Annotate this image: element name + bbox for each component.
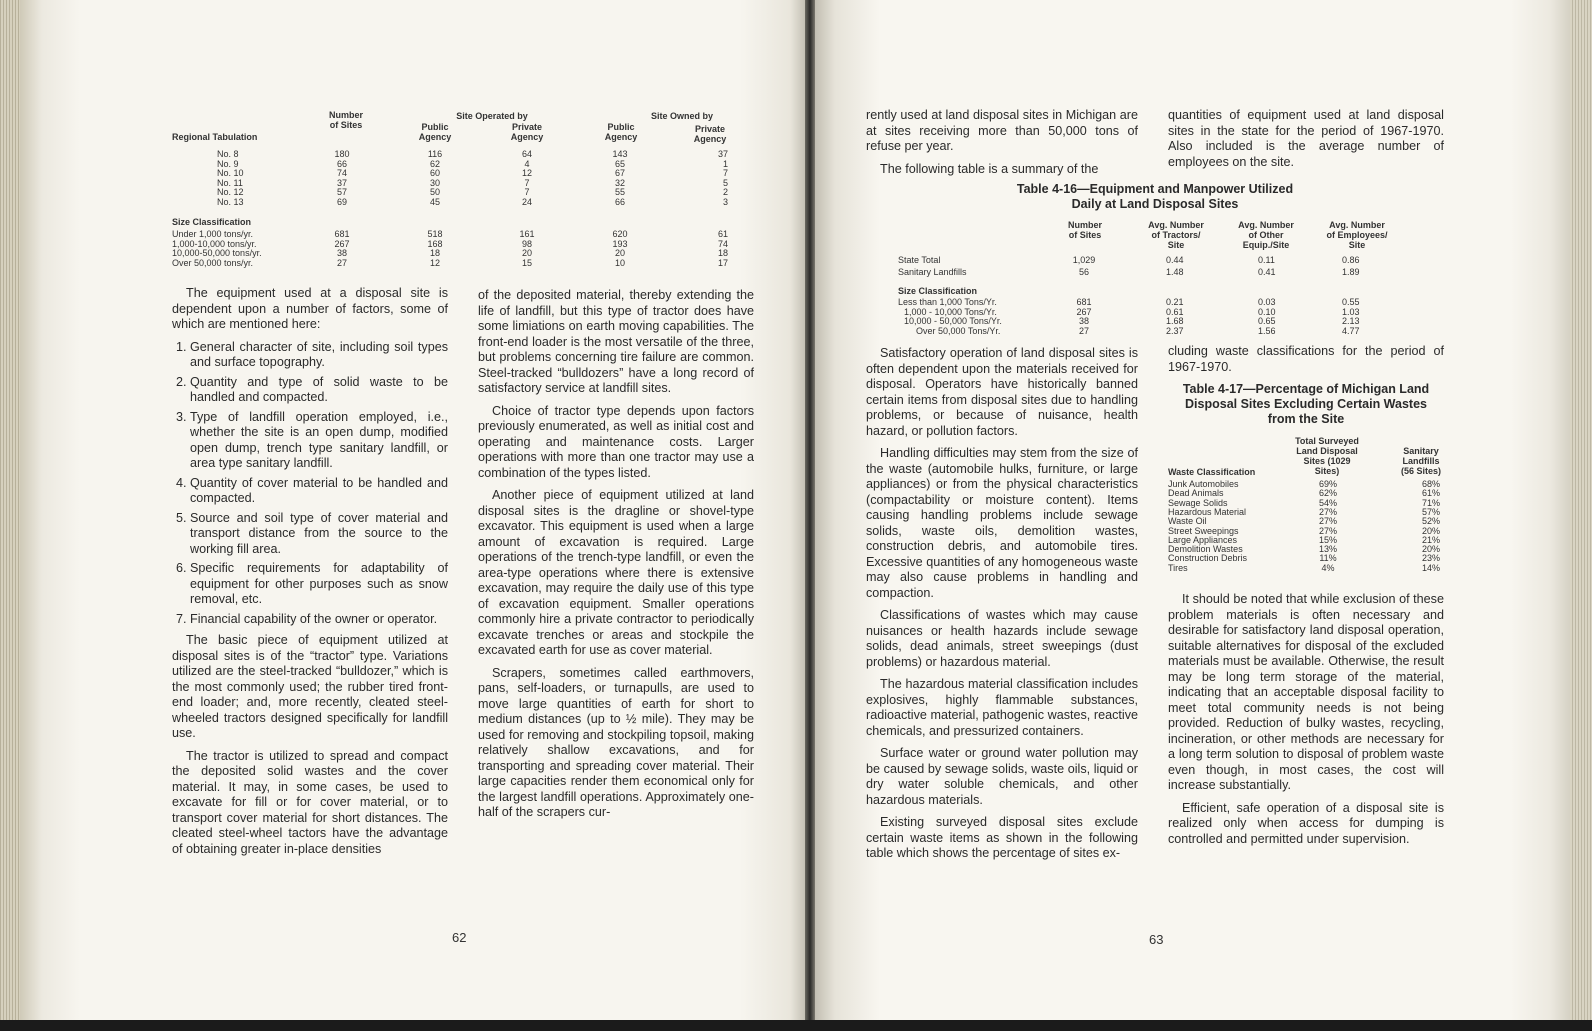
col-header-number-of-sites: Number of Sites [328,110,363,130]
table-cell: 24 [521,197,532,207]
table-cell: 681 [334,229,350,239]
table-cell: 0.61 [1166,306,1184,317]
table-cell: 21% [1421,534,1440,545]
factor-list [172,340,448,628]
t17-col-sanitary: Sanitary Landfills (56 Sites) [1400,446,1442,476]
right-page-column-1-top [866,108,1138,184]
left-page-column-2 [478,288,754,828]
table-cell: Sanitary Landfills [898,267,967,277]
table-cell: 37 [336,177,347,188]
paragraph: cluding waste classifications for the period of 1967-1970. [1168,344,1444,374]
table-cell: 15 [521,257,532,268]
t17-col-total: Total Surveyed Land Disposal Sites (1029 Sites) [1295,436,1359,476]
table-cell: 0.10 [1258,306,1276,317]
paragraph: The following table is a summary of the [880,161,1099,176]
table-cell: 52% [1421,516,1440,527]
group-header-operated-by: Site Operated by [456,111,528,121]
table-cell: Under 1,000 tons/yr. [172,229,254,239]
table-cell: 7 [722,168,728,179]
table-cell: 62% [1318,488,1337,499]
table-cell: 61 [717,229,728,239]
right-page-column-2-top [1168,108,1444,177]
list-item: 2. Quantity and type of solid waste to be handled and compacted. [190,375,448,406]
list-item: 6. Specific requirements for adaptability of equipment for other purposes such as snow removal, etc. [190,561,448,608]
right-page-column-2-bottom [1168,592,1444,854]
table-cell: 161 [519,229,535,239]
table-cell: 20 [614,248,625,259]
table-cell: 7 [524,187,530,198]
table-cell: 4.77 [1342,325,1360,336]
table-cell: 27% [1318,506,1337,517]
table-cell: 180 [334,149,350,159]
t17-col-waste: Waste Classification [1168,467,1256,477]
table-cell: 1.03 [1342,306,1360,317]
table-cell: 55 [614,187,625,198]
table-cell: 18 [717,248,728,259]
table-cell: 12 [429,257,440,268]
group-header-owned-by: Site Owned by [650,111,713,121]
table-cell: 20 [521,248,532,259]
table-cell: 60 [429,168,440,179]
table-cell: 4% [1321,562,1335,573]
table-cell: 681 [1076,297,1092,307]
paragraph: quantities of equipment used at land disposal sites in the state for the period of 1967-1970. Also included is the average number of employees on the site. [1168,108,1444,169]
table-cell: Junk Automobiles [1168,479,1239,489]
paragraph: The hazardous material classification includes explosives, highly flammable substances, radioactive material, pathogenic wastes, reactive chemicals, and pressurized containers. [866,677,1138,738]
paragraph: Satisfactory operation of land disposal sites is often dependent upon the materials received for disposal. Operators have historically banned certain items from disposal sites due to handling problems, or because of nuisance, health hazard, or pollution factors. [866,346,1138,438]
table-4-16 [898,220,1418,342]
table-cell: 0.86 [1342,255,1360,265]
table-cell: 14% [1421,562,1440,573]
table-cell: 38 [1078,316,1089,326]
list-item: 4. Quantity of cover material to be handled and compacted. [190,476,448,507]
table-cell: Demolition Wastes [1168,544,1243,555]
table-cell: 74 [717,238,728,249]
table-cell: 17 [717,257,728,268]
table-cell: 518 [427,229,443,239]
table-cell: 15% [1318,534,1337,545]
table-cell: 66 [614,197,625,207]
table-cell: No. 12 [217,187,244,198]
table-cell: Dead Animals [1168,488,1224,499]
table-cell: 67 [614,168,625,179]
book-gutter [805,0,815,1020]
table-cell: 5 [722,177,728,188]
left-page-edges [0,0,20,1020]
table-cell: 65 [614,158,625,169]
table-cell: 12 [521,168,532,179]
table-cell: 620 [612,229,628,239]
table-cell: 1,029 [1072,255,1096,265]
t16-col-other: Avg. Number of Other Equip./Site [1238,220,1294,250]
list-item: 3. Type of landfill operation employed, i.e., whether the site is an open dump, modified open dump, trench type sanitary landfill, or area type sanitary landfill. [190,410,448,472]
table-cell: No. 9 [217,158,239,169]
table-cell: 1 [722,158,728,169]
page-number-left: 62 [452,930,467,945]
table-cell: 27% [1318,516,1337,527]
paragraph: The equipment used at a disposal site is dependent upon a number of factors, some of which are mentioned here: [172,286,448,331]
table-cell: 1.68 [1166,316,1184,326]
paragraph: of the deposited material, thereby extending the life of landfill, but this type of tractor does have some limiations on earth moving capabilities. The front-end loader is the most versatile of the three, but problems concerning tire failure are common. Steel-tracked “bulldozers” have a long record of satisfactory service at landfill sites. [478,288,754,395]
paragraph: It should be noted that while exclusion of these problem materials is often necessary and desirable for satisfactory land disposal operation, suitable alternatives for disposal of the excluded materials must be available. Otherwise, the result may be long term storage of the material, indicating that an acceptable disposal facility to meet total community needs is not being provided. Reduction of bulky wastes, recycling, incineration, or other methods are necessary for a long term solution to disposal of problem waste even though, in most cases, the cost will increase substantially. [1168,592,1444,792]
right-page-column-1 [866,346,1138,869]
table-cell: 32 [614,177,625,188]
table-cell: 71% [1421,497,1440,508]
col-header-operated-public: Public Agency [418,122,452,142]
table-cell: 10,000 - 50,000 Tons/Yr. [904,316,1002,326]
table-cell: 0.44 [1166,255,1184,265]
table-cell: 7 [524,177,530,188]
col-header-regional: Regional Tabulation [172,132,258,142]
table-cell: 45 [429,197,440,207]
table-cell: Tires [1168,562,1188,573]
paragraph: Handling difficulties may stem from the size of the waste (automobile hulks, furniture, or large appliances) or from the physical characteristics (compactability or moisture content). Items causing handling problems include sewage solids, waste oils, demolition wastes, construction debris, and automobile tires. Excessive quantities of any homogeneous waste may also cause problems in handling and compaction. [866,446,1138,600]
paragraph: Surface water or ground water pollution may be caused by sewage solids, waste oils, liquid or dry water soluble chemicals, and other hazardous materials. [866,746,1138,807]
col-header-owned-public: Public Agency [604,122,638,142]
table-cell: State Total [898,255,941,265]
table-cell: 0.41 [1258,267,1276,277]
left-page-column-1 [172,286,448,864]
table-cell: 2.13 [1342,316,1360,326]
table-cell: 1.89 [1342,267,1360,277]
paragraph: Efficient, safe operation of a disposal site is realized only when access for dumping is controlled and permitted under supervision. [1168,800,1444,846]
table-cell: No. 13 [217,197,244,207]
table-cell: 37 [717,149,728,159]
t16-col-tractors: Avg. Number of Tractors/ Site [1148,220,1204,250]
table-cell: 69 [336,197,347,207]
col-header-operated-private: Private Agency [510,122,544,142]
paragraph: Classifications of wastes which may cause nuisances or health hazards include sewage solids, dead animals, street sweepings (dust problems) or hazardous material. [866,608,1138,669]
paragraph: rently used at land disposal sites in Michigan are at sites receiving more than 50,000 tons of refuse per year. [866,108,1138,153]
table-cell: 1.48 [1166,267,1184,277]
table-cell: Waste Oil [1168,516,1207,527]
paragraph: Scrapers, sometimes called earthmovers, pans, self-loaders, or turnapulls, are used to move large quantities of earth for short to medium distances (up to ½ mile). They may be used for removing and stockpiling topsoil, making relatively shallow excavations, and for transporting and spreading cover material. Their large capacities render them economical only for the largest landfill operations. Approximately one-half of the scrapers cur- [478,665,754,819]
table-cell: 11% [1319,553,1337,564]
size-classification-header: Size Classification [172,217,252,227]
table-cell: 54% [1318,497,1337,508]
table-cell: 20% [1421,525,1440,536]
table-cell: 168 [427,238,443,249]
table-cell: 267 [1076,306,1092,317]
table-cell: Over 50,000 Tons/Yr. [916,325,1001,336]
table-cell: 20% [1421,544,1440,555]
table-cell: 13% [1318,544,1337,555]
table-cell: 143 [612,149,628,159]
table-cell: Large Appliances [1168,534,1238,545]
table-cell: 116 [427,149,443,159]
table-cell: 27 [1078,325,1089,336]
paragraph: The tractor is utilized to spread and compact the deposited solid wastes and the cover material. It may, in some cases, be used to excavate for fill or for cover material, or to transport cover material for short distances. The cleated steel-wheel tactors have the advantage of obtaining greater in-place densities [172,748,448,856]
t16-col-employees: Avg. Number of Employees/ Site [1326,220,1388,250]
right-page-column-2 [1168,344,1444,382]
table-cell: 4 [524,158,530,169]
table-cell: 267 [334,238,350,249]
table-cell: 1,000 - 10,000 Tons/Yr. [904,306,997,317]
table-4-17-caption: Table 4-17—Percentage of Michigan Land Disposal Sites Excluding Certain Wastes from the Site [1182,382,1430,426]
t16-col-sites: Number of Sites [1067,220,1102,240]
table-cell: 38 [336,248,347,259]
table-cell: 1,000-10,000 tons/yr. [172,238,257,249]
table-cell: 0.55 [1342,297,1360,307]
list-item: 1. General character of site, including soil types and surface topography. [190,340,448,371]
table-4-16-caption: Table 4-16—Equipment and Manpower Utilized Daily at Land Disposal Sites [1016,182,1294,211]
table-cell: Street Sweepings [1168,525,1239,536]
table-cell: 74 [336,168,347,179]
table-cell: 3 [722,197,728,207]
regional-tabulation-table [172,108,732,278]
table-cell: 69% [1318,479,1337,489]
paragraph: Existing surveyed disposal sites exclude certain waste items as shown in the following table which shows the percentage of sites ex- [866,815,1138,860]
table-cell: No. 11 [217,177,243,188]
list-item: 5. Source and soil type of cover material and transport distance from the source to the working fill area. [190,511,448,558]
table-cell: 0.21 [1166,297,1184,307]
table-cell: Construction Debris [1168,553,1248,564]
table-cell: 0.03 [1258,297,1276,307]
table-cell: 68% [1421,479,1440,489]
table-cell: Hazardous Material [1168,506,1247,517]
table-cell: 64 [521,149,532,159]
table-cell: 56 [1078,267,1089,277]
table-cell: 10 [614,257,625,268]
t16-size-header: Size Classification [898,286,978,296]
table-cell: 0.65 [1258,316,1276,326]
table-cell: 98 [521,238,532,249]
table-cell: 66 [336,158,347,169]
table-cell: 57% [1421,506,1440,517]
page-number-right: 63 [1149,932,1164,947]
paragraph: Choice of tractor type depends upon factors previously enumerated, as well as initial cost and operating and maintenance costs. Larger operations with more than one tractor may use a combination of the types listed. [478,403,754,480]
table-cell: 2 [722,187,728,198]
paragraph: The basic piece of equipment utilized at disposal sites is of the “tractor” type. Variations utilized are the steel-tracked “bulldozer,” which is the most commonly used; the rubber tired front-end loader; and, more recently, cleated steel-wheeled tractors designed specifically for landfill use. [172,633,448,740]
right-page-edges [1570,0,1592,1020]
table-cell: 10,000-50,000 tons/yr. [172,248,262,259]
paragraph: Another piece of equipment utilized at land disposal sites is the dragline or shovel-type excavator. This equipment is used when a large amount of excavation is required. Large operations of the trench-type landfill, or even the area-type operations where there is extensive excavation, may require the daily use of this type of excavation equipment. Smaller operations commonly hire a private contractor to periodically excavate trenches or areas and stockpile the excavated earth for use as cover material. [478,488,754,657]
table-cell: Over 50,000 tons/yr. [172,257,254,268]
table-cell: 62 [429,158,440,169]
table-cell: 0.11 [1258,255,1275,265]
table-cell: 193 [612,238,628,249]
table-cell: Less than 1,000 Tons/Yr. [898,297,997,307]
table-cell: 23% [1421,553,1440,564]
table-cell: 61% [1421,488,1440,499]
table-cell: 30 [429,177,440,188]
table-cell: 27% [1318,525,1337,536]
table-cell: 27 [336,257,347,268]
table-cell: 50 [429,187,440,198]
table-cell: Sewage Solids [1168,497,1228,508]
table-cell: 1.56 [1258,325,1276,336]
table-cell: 57 [336,187,347,198]
list-item: 7. Financial capability of the owner or operator. [190,612,448,628]
table-cell: 18 [429,248,440,259]
table-cell: No. 10 [217,168,244,179]
table-cell: No. 8 [217,149,239,159]
table-cell: 2.37 [1166,325,1184,336]
col-header-owned-private: Private Agency [693,124,727,144]
table-4-17 [1168,436,1444,586]
